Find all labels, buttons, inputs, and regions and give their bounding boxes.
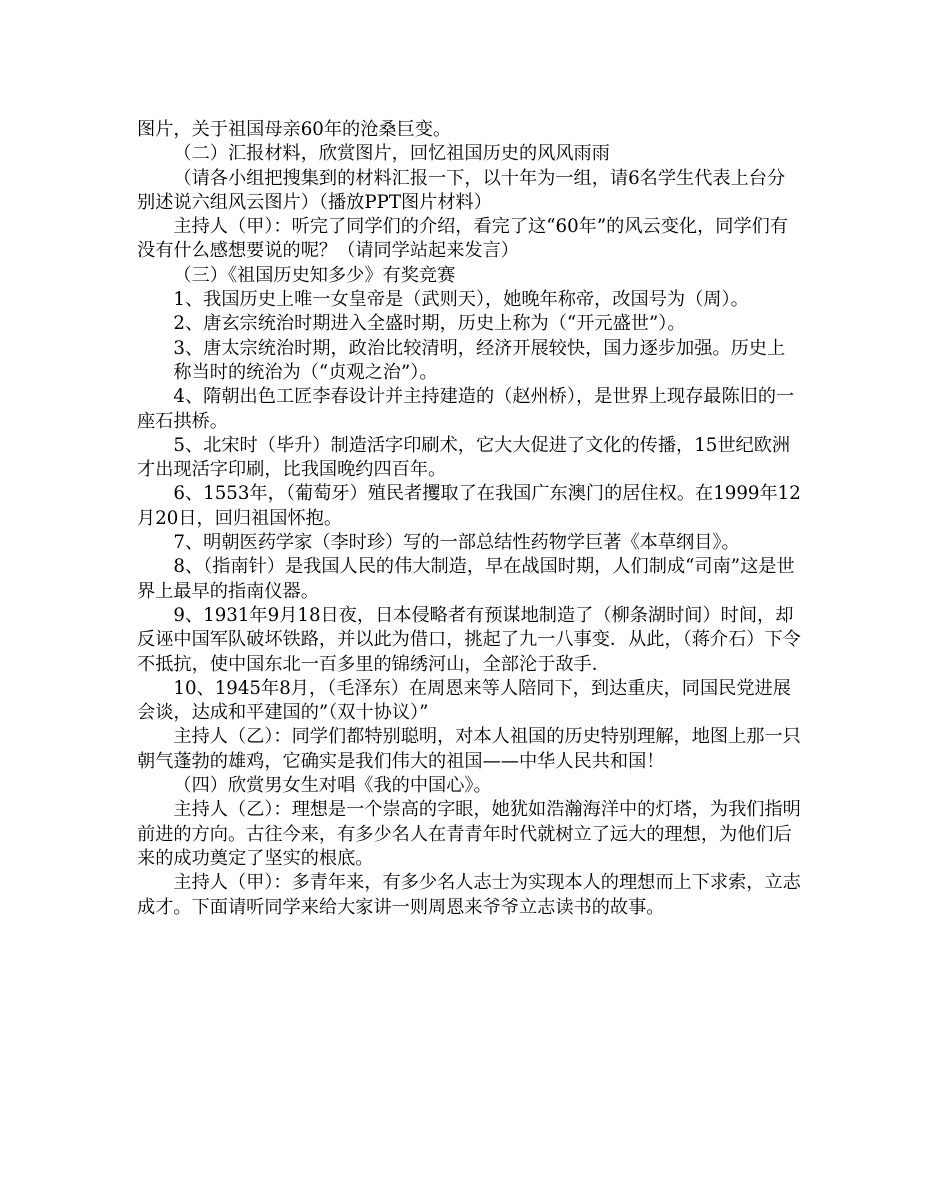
host-speech-a: 主持人（甲）：多青年来，有多少名人志士为实现本人的理想而上下求索，立志成才。下面请听同学来给大家讲一则周恩来爷爷立志读书的故事。 bbox=[137, 872, 801, 918]
paragraph: （请各小组把搜集到的材料汇报一下，以十年为一组，请6名学生代表上台分别述说六组风云图片）（播放PPT图片材料） bbox=[137, 167, 786, 213]
document-body bbox=[137, 118, 802, 920]
host-speech-b: 主持人（乙）：理想是一个崇高的字眼，她犹如浩瀚海洋中的灯塔，为我们指明前进的方向。古往今来，有多少名人在青青年时代就树立了远大的理想，为他们后来的成功奠定了坚实的根底。 bbox=[137, 799, 801, 869]
quiz-item-7: 7、明朝医药学家（李时珍）写的一部总结性药物学巨著《本草纲目》。 bbox=[173, 532, 740, 554]
quiz-item-9: 9、1931年9月18日夜，日本侵略者有预谋地制造了（柳条湖时间）时间，却反诬中国军队破坏铁路，并以此为借口，挑起了九一八事变．从此，（蒋介石）下令不抵抗，使中国东北一百多里的锦绣河山，全部沦于敌手． bbox=[137, 604, 801, 675]
section-heading-quiz: （三）《祖国历史知多少》有奖竞赛 bbox=[173, 264, 456, 286]
quiz-item-6: 6、1553年，（葡萄牙）殖民者攫取了在我国广东澳门的居住权。在1999年12月20日，回归祖国怀抱。 bbox=[137, 483, 801, 529]
paragraph: 图片，关于祖国母亲60年的沧桑巨变。 bbox=[137, 119, 452, 140]
section-heading-song: （四）欣赏男女生对唱《我的中国心》。 bbox=[173, 775, 492, 797]
quiz-item-3-continued: 称当时的统治为（“贞观之治”）。 bbox=[173, 361, 438, 383]
quiz-item-10: 10、1945年8月，（毛泽东）在周恩来等人陪同下，到达重庆，同国民党进展会谈，达成和平建国的”（双十协议）” bbox=[137, 677, 791, 724]
host-speech-a: 主持人（甲）：听完了同学们的介绍，看完了这“60年”的风云变化，同学们有没有什么感想要说的呢？（请同学站起来发言） bbox=[137, 216, 789, 262]
section-heading-report-materials: （二）汇报材料，欣赏图片，回忆祖国历史的风风雨雨 bbox=[173, 143, 610, 165]
quiz-item-3: 3、唐太宗统治时期，政治比较清明，经济开展较快，国力逐步加强。历史上 bbox=[173, 337, 786, 359]
quiz-item-8: 8、（指南针）是我国人民的伟大制造，早在战国时期，人们制成“司南”这是世界上最早的指南仪器。 bbox=[137, 556, 795, 602]
host-speech-b: 主持人（乙）：同学们都特别聪明，对本人祖国的历史特别理解，地图上那一只朝气蓬勃的雄鸡，它确实是我们伟大的祖国——中华人民共和国！ bbox=[137, 726, 801, 772]
quiz-item-1: 1、我国历史上唯一女皇帝是（武则天），她晚年称帝，改国号为（周）。 bbox=[173, 289, 749, 311]
quiz-item-4: 4、隋朝出色工匠李春设计并主持建造的（赵州桥），是世界上现存最陈旧的一座石拱桥。 bbox=[137, 386, 795, 432]
quiz-item-5: 5、北宋时（毕升）制造活字印刷术，它大大促进了文化的传播，15世纪欧洲才出现活字印刷，比我国晚约四百年。 bbox=[137, 434, 791, 481]
quiz-item-2: 2、唐玄宗统治时期进入全盛时期，历史上称为（“开元盛世”）。 bbox=[173, 313, 686, 335]
